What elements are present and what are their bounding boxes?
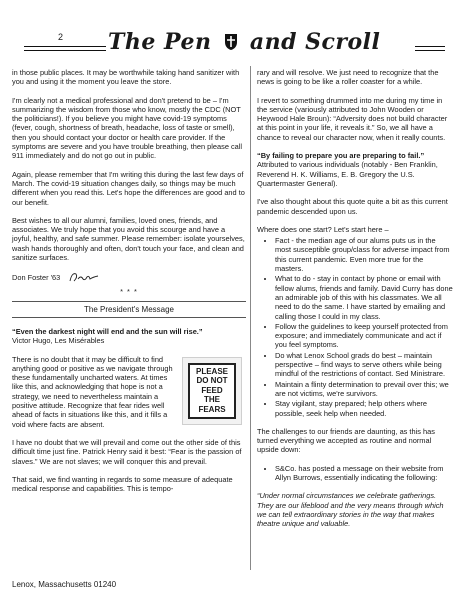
sign-line: FEED	[201, 385, 223, 395]
list-item: • What to do - stay in contact by phone or email with fellow alums, friends and family. David Curry has done an admirable job of this with his classmates. We all need to do the same. I have started by emailing and calling those I could in my class.	[275, 274, 453, 320]
list-item: • Maintain a flinty determination to prevail over this; we are not victims, we're survivors.	[275, 380, 453, 399]
masthead-header	[10, 22, 453, 62]
paragraph: I'm clearly not a medical professional and don't pretend to be – I'm summarizing the wisdom from those who know, mostly the CDC (NOT the politicians!). If you believe you might have covid-19 symptoms (fever, cough, shortness of breath, headache, loss of taste or smell), then you should contact your doctor or health care provider. If the symptoms are severe and you have trouble breathing, then please call 911 immediately and do not go out in public.	[12, 95, 243, 161]
list-item: • Stay vigilant, stay prepared; help others where possible, seek help when needed.	[275, 399, 453, 418]
signature-block	[12, 271, 246, 283]
handwritten-signature	[68, 271, 100, 283]
title-right: and Scroll	[249, 29, 381, 55]
paragraph: There is no doubt that it may be difficult to find anything good or positive as we navigate through these fundamentally uncharted waters. At times like this, and acknowledging that hope is not a strategy, we need to nevertheless maintain a positive attitude. Recognize that fear rides well ahead of facts in situations like this, and it fills a void where facts are absent.	[12, 354, 173, 429]
paragraph: The challenges to our friends are daunting, as this has turned everything we accepted as routine and normal upside down:	[257, 426, 435, 455]
paragraph: I have no doubt that we will prevail and come out the other side of this difficult time just fine. Patrick Henry said it best: “Fear is the passion of slaves.” We are not slaves; we will conquer this and prevail.	[12, 437, 242, 466]
paragraph: I revert to something drummed into me during my time in the service (variously attributed to John Wooden or Heywood Hale Broun): “Adversity does not build character at this point in your life, it reveals it.” So, we all have a chance to reveal our character now, when it really counts.	[257, 95, 448, 142]
list-item: • Do what Lenox School grads do best – maintain perspective – find ways to serve others while being mindful of the restrictions of contact. Sed Ministrare.	[275, 351, 453, 379]
quote-text: “Even the darkest night will end and the sun will rise.”	[12, 326, 203, 336]
title-left: The Pen	[108, 29, 212, 55]
crest-icon	[224, 33, 238, 51]
header-rule	[415, 50, 445, 51]
header-rule	[24, 46, 106, 47]
sign-line: DO NOT	[196, 376, 228, 386]
header-rule	[24, 50, 106, 51]
header-rule	[415, 46, 445, 47]
list-item: • Fact - the median age of our alums puts us in the most susceptible group/class for adverse impact from this current pandemic. Even more true for the masters.	[275, 236, 453, 273]
paragraph: in those public places. It may be worthwhile taking hand sanitizer with you and using it the moment you leave the store.	[12, 68, 240, 87]
fears-sign-image	[182, 357, 242, 425]
sign-line: FEARS	[198, 404, 226, 414]
list-item: • S&Co. has posted a message on their website from Allyn Burrows, essentially indicating the following:	[275, 464, 453, 483]
page-number: 2	[58, 32, 64, 42]
list-item: • Follow the guidelines to keep yourself protected from exposure; and immediately communicate and act if you feel symptoms.	[275, 322, 453, 350]
newsletter-title	[108, 28, 413, 56]
paragraph: That said, we find wanting in regards to some measure of adequate medical response and capabilities. This is tempo-	[12, 474, 233, 494]
sign-line: PLEASE	[195, 366, 228, 376]
signature-name: Don Foster '63	[12, 272, 61, 282]
right-column	[257, 68, 453, 537]
paragraph: “Under normal circumstances we celebrate gatherings. They are our lifeblood and the very means through which we can tell extraordinary stories in the way that makes theatre unique and valuable.	[257, 491, 444, 529]
preparation-quote	[257, 151, 453, 188]
bullet-list	[257, 464, 453, 483]
section-title: The President's Message	[12, 301, 246, 318]
paragraph: Again, please remember that I'm writing this during the last few days of March. The covid-19 situation changes daily, so things may be much different when you read this. Let's hope the differences are good and to our benefit.	[12, 169, 245, 207]
quote-attribution: Attributed to various individuals (notably - Ben Franklin, Reverend H. K. Williams, E. B. Gregory the U.S. Quartermaster General).	[257, 160, 438, 188]
sign-text	[188, 363, 236, 419]
paragraph: Best wishes to all our alumni, families, loved ones, friends, and associates. We truly hope that you avoid this scourge and have a joyful, healthy, and safe summer. Please remember: isolate yourselves, wash hands thoroughly and often, don't touch your face, and clean and sanitize surfaces.	[12, 215, 245, 263]
opening-quote	[12, 327, 246, 346]
bullet-list	[257, 236, 453, 418]
column-divider	[250, 66, 251, 570]
sign-line: THE	[204, 395, 220, 405]
paragraph-with-image	[12, 355, 246, 438]
footer-location: Lenox, Massachusetts 01240	[12, 580, 117, 589]
quote-author: Victor Hugo, Les Misérables	[12, 336, 105, 346]
left-column	[12, 68, 246, 502]
paragraph: I've also thought about this quote quite a bit as this current pandemic descended upon us.	[257, 197, 448, 216]
paragraph: Where does one start? Let's start here –	[257, 224, 389, 234]
quote-text: “By failing to prepare you are preparing to fail.”	[257, 151, 425, 161]
section-separator: * * *	[120, 287, 138, 297]
paragraph: rary and will resolve. We just need to recognize that the news is going to be like a roller coaster for a while.	[257, 68, 439, 87]
